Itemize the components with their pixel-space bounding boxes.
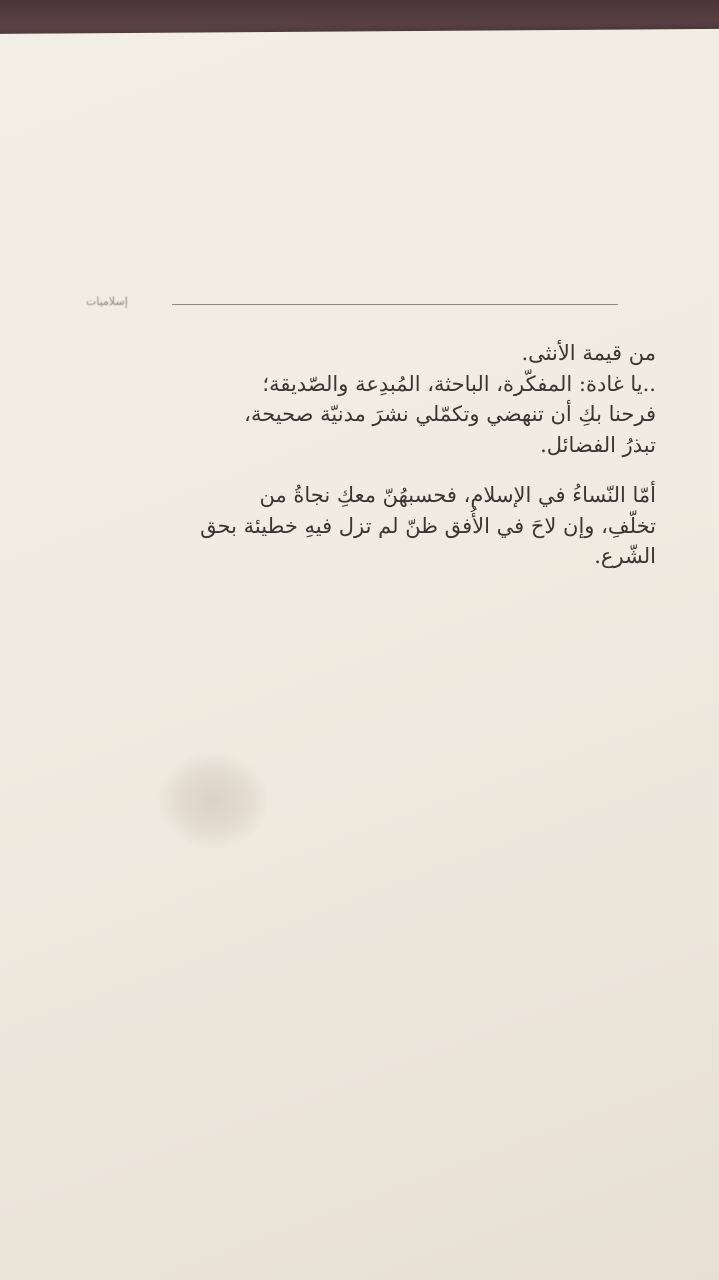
text-line: ..يا غادة: المفكّرة، الباحثة، المُبدِعة والصّديقة؛ <box>262 371 656 396</box>
text-line: تخلّفِ، وإن لاحَ في الأُفق ظنّ لم تزل فيهِ خطيئة بحق <box>200 513 656 538</box>
running-head: إسلاميات <box>86 295 128 308</box>
text-line: الشّرع. <box>594 544 656 568</box>
body-text <box>60 338 656 572</box>
text-line: تبذرُ الفضائل. <box>540 432 656 457</box>
text-line: أمّا النّساءُ في الإسلام، فحسبهُنّ معكِ نجاةُ من <box>259 483 656 507</box>
paragraph-1 <box>60 338 656 460</box>
page-header <box>86 294 618 316</box>
header-rule <box>172 304 618 305</box>
text-line: من قيمة الأنثى. <box>521 341 656 365</box>
paper-stain <box>158 752 268 848</box>
paper-sheet <box>0 29 719 1280</box>
paragraph-2 <box>60 480 656 572</box>
text-line: فرحنا بكِ أن تنهضي وتكمّلي نشرَ مدنيّة صحيحة، <box>244 402 656 426</box>
